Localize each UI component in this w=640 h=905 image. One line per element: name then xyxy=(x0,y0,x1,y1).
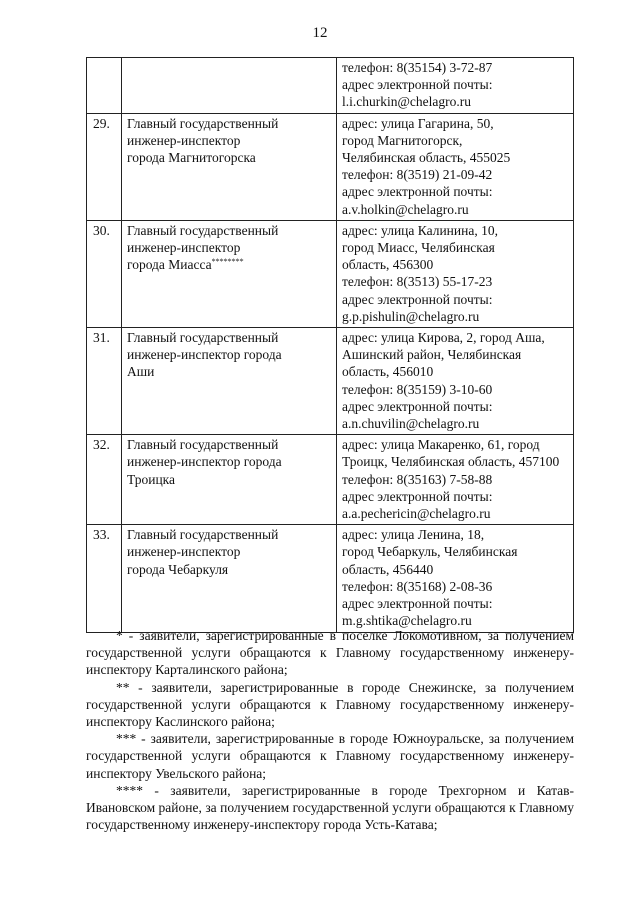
inspector-title xyxy=(122,328,337,435)
inspector-title-line: Главный государственный xyxy=(127,222,279,238)
inspector-title-line: инженер-инспектор xyxy=(127,132,241,148)
inspector-title-line: инженер-инспектор xyxy=(127,544,241,560)
row-number: 30. xyxy=(87,220,122,327)
inspector-title xyxy=(122,113,337,220)
contact-line: город Магнитогорск, xyxy=(342,132,463,148)
row-number xyxy=(87,58,122,114)
row-number: 29. xyxy=(87,113,122,220)
contact-line: адрес: улица Гагарина, 50, xyxy=(342,115,494,131)
contact-line: телефон: 8(3519) 21-09-42 xyxy=(342,167,493,183)
inspector-title-line: инженер-инспектор города xyxy=(127,454,282,470)
footnote: *** - заявители, зарегистрированные в городе Южноуральске, за получением государственной услуги обращаются к Главному государственному инженеру-инспектору Увельского района; xyxy=(86,731,574,781)
inspector-title-line: Троицка xyxy=(127,471,176,487)
email-address: a.v.holkin@chelagro.ru xyxy=(342,201,469,217)
contact-details xyxy=(337,435,574,525)
inspector-title-line: Главный государственный xyxy=(127,115,279,131)
inspector-title-line: Главный государственный xyxy=(127,437,279,453)
footnote: * - заявители, зарегистрированные в поселке Локомотивном, за получением государственной услуги обращаются к Главному государственному инженеру-инспектору Карталинского района; xyxy=(86,628,574,678)
contact-line: город Чебаркуль, Челябинская xyxy=(342,544,518,560)
page-number: 12 xyxy=(312,25,328,41)
contact-line: Троицк, Челябинская область, 457100 xyxy=(342,454,560,470)
contact-line: адрес электронной почты: xyxy=(342,596,493,612)
inspector-title-line: города Чебаркуля xyxy=(127,561,229,577)
contact-line: адрес: улица Кирова, 2, город Аша, xyxy=(342,330,545,346)
row-number: 31. xyxy=(87,328,122,435)
contact-line: телефон: 8(35163) 7-58-88 xyxy=(342,471,493,487)
inspector-title-line: города Магнитогорска xyxy=(127,150,256,166)
inspector-title-line: инженер-инспектор города xyxy=(127,347,282,363)
contact-details xyxy=(337,525,574,632)
contact-details xyxy=(337,220,574,327)
contact-line: телефон: 8(35168) 2-08-36 xyxy=(342,578,493,594)
contact-line: область, 456300 xyxy=(342,257,434,273)
inspector-title xyxy=(122,525,337,632)
contact-line: область, 456440 xyxy=(342,561,434,577)
contact-line: город Миасс, Челябинская xyxy=(342,240,495,256)
row-number: 32. xyxy=(87,435,122,525)
inspector-title xyxy=(122,435,337,525)
contact-line: область, 456010 xyxy=(342,364,434,380)
table-row xyxy=(87,220,574,327)
inspectors-table-body xyxy=(87,58,574,633)
contact-line: адрес электронной почты: xyxy=(342,77,493,93)
contact-details xyxy=(337,58,574,114)
inspector-title-line: инженер-инспектор xyxy=(127,240,241,256)
contact-line: адрес электронной почты: xyxy=(342,291,493,307)
email-address: g.p.pishulin@chelagro.ru xyxy=(342,308,480,324)
footnotes xyxy=(86,627,574,833)
inspectors-table xyxy=(86,57,574,633)
table-row xyxy=(87,113,574,220)
contact-line: адрес: улица Ленина, 18, xyxy=(342,527,485,543)
inspector-title-line: Аши xyxy=(127,364,155,380)
contact-line: адрес: улица Макаренко, 61, город xyxy=(342,437,540,453)
footnote-mark: ******** xyxy=(211,257,244,267)
footnote: ** - заявители, зарегистрированные в городе Снежинске, за получением государственной услуги обращаются к Главному государственному инженеру-инспектору Каслинского района; xyxy=(86,679,574,730)
row-number: 33. xyxy=(87,525,122,632)
contact-line: адрес электронной почты: xyxy=(342,398,493,414)
contact-line: Челябинская область, 455025 xyxy=(342,150,511,166)
email-address: m.g.shtika@chelagro.ru xyxy=(342,613,472,629)
inspector-title-line: города Миасса******** xyxy=(127,257,244,273)
footnote: **** - заявители, зарегистрированные в городе Трехгорном и Катав-Ивановском районе, за получением государственной услуги обращаются к Главному государственному инженеру-инспектору города Усть-Катава; xyxy=(86,782,574,833)
email-address: l.i.churkin@chelagro.ru xyxy=(342,94,472,110)
inspector-title xyxy=(122,58,337,114)
contact-details xyxy=(337,328,574,435)
email-address: a.a.pechericin@chelagro.ru xyxy=(342,506,491,522)
table-row xyxy=(87,525,574,632)
contact-details xyxy=(337,113,574,220)
contact-line: Ашинский район, Челябинская xyxy=(342,347,522,363)
table-row xyxy=(87,58,574,114)
inspector-title-line: Главный государственный xyxy=(127,527,279,543)
inspector-title xyxy=(122,220,337,327)
table-row xyxy=(87,328,574,435)
email-address: a.n.chuvilin@chelagro.ru xyxy=(342,416,480,432)
contact-line: телефон: 8(35154) 3-72-87 xyxy=(342,60,493,75)
contact-line: телефон: 8(35159) 3-10-60 xyxy=(342,381,493,397)
contact-line: адрес электронной почты: xyxy=(342,184,493,200)
inspector-title-line: Главный государственный xyxy=(127,330,279,346)
contact-line: адрес: улица Калинина, 10, xyxy=(342,222,498,238)
table-row xyxy=(87,435,574,525)
contact-line: адрес электронной почты: xyxy=(342,488,493,504)
contact-line: телефон: 8(3513) 55-17-23 xyxy=(342,274,493,290)
